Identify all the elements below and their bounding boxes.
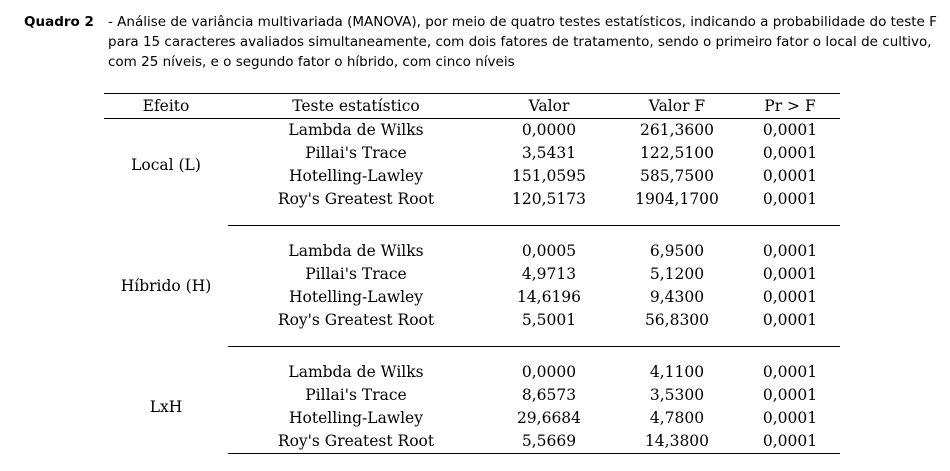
valor-f-cell: 6,9500 <box>649 242 705 260</box>
valor-f-cell: 4,7800 <box>649 409 705 427</box>
valor-cell: 120,5173 <box>512 190 586 208</box>
test-cell: Roy's Greatest Root <box>228 430 484 454</box>
valor-cell: 5,5001 <box>521 311 577 329</box>
test-cell: Hotelling-Lawley <box>289 288 423 306</box>
valor-f-cell: 9,4300 <box>649 288 705 306</box>
effect-cell: Local (L) <box>131 155 201 174</box>
valor-f-cell: 122,5100 <box>640 144 714 162</box>
valor-cell: 4,9713 <box>521 265 577 283</box>
test-cell: Lambda de Wilks <box>288 363 424 381</box>
effect-cell: Híbrido (H) <box>120 276 212 295</box>
pr-cell: 0,0001 <box>762 386 818 404</box>
valor-cell: 3,5431 <box>521 144 577 162</box>
test-cell: Hotelling-Lawley <box>289 409 423 427</box>
table-row <box>104 119 840 143</box>
manova-table <box>104 93 840 454</box>
header-teste: Teste estatístico <box>228 94 484 119</box>
header-efeito: Efeito <box>104 94 228 119</box>
valor-f-cell: 3,5300 <box>649 386 705 404</box>
effect-cell: LxH <box>149 397 183 416</box>
table-caption <box>24 12 942 72</box>
test-cell: Lambda de Wilks <box>288 121 424 139</box>
pr-cell: 0,0001 <box>762 409 818 427</box>
table-row <box>104 240 840 263</box>
test-cell: Hotelling-Lawley <box>289 167 423 185</box>
test-cell: Roy's Greatest Root <box>277 190 435 208</box>
caption-text: - Análise de variância multivariada (MANOVA), por meio de quatro testes estatísticos, indicando a probabilidade do teste F para 15 caracteres avaliados simultaneamente, com dois fatores de tratamento, sendo o primeiro fator o local de cultivo, com 25 níveis, e o segundo fator o híbrido, com cinco níveis <box>108 14 937 70</box>
group-divider <box>104 226 840 241</box>
valor-cell: 29,6684 <box>516 409 582 427</box>
valor-f-cell: 14,3800 <box>614 430 740 454</box>
pr-cell: 0,0001 <box>762 121 818 139</box>
valor-f-cell: 5,1200 <box>649 265 705 283</box>
valor-cell: 151,0595 <box>512 167 586 185</box>
header-valor-f: Valor F <box>614 94 740 119</box>
valor-f-cell: 1904,1700 <box>635 190 719 208</box>
header-pr-f: Pr > F <box>740 94 840 119</box>
valor-cell: 0,0005 <box>521 242 577 260</box>
pr-cell: 0,0001 <box>762 265 818 283</box>
header-valor: Valor <box>484 94 614 119</box>
valor-f-cell: 56,8300 <box>644 311 710 329</box>
pr-cell: 0,0001 <box>762 144 818 162</box>
test-cell: Pillai's Trace <box>305 386 407 404</box>
valor-cell: 0,0000 <box>521 121 577 139</box>
pr-cell: 0,0001 <box>762 190 818 208</box>
valor-f-cell: 4,1100 <box>649 363 705 381</box>
table-row <box>104 361 840 384</box>
pr-cell: 0,0001 <box>762 363 818 381</box>
pr-cell: 0,0001 <box>762 288 818 306</box>
pr-cell: 0,0001 <box>762 311 818 329</box>
test-cell: Roy's Greatest Root <box>277 311 435 329</box>
pr-cell: 0,0001 <box>762 167 818 185</box>
valor-f-cell: 585,7500 <box>640 167 714 185</box>
pr-cell: 0,0001 <box>762 242 818 260</box>
valor-cell: 5,5669 <box>484 430 614 454</box>
group-divider <box>104 347 840 362</box>
test-cell: Pillai's Trace <box>305 144 407 162</box>
table-header-row <box>104 94 840 119</box>
group-spacer <box>104 211 840 226</box>
valor-f-cell: 261,3600 <box>640 121 714 139</box>
valor-cell: 8,6573 <box>521 386 577 404</box>
pr-cell: 0,0001 <box>740 430 840 454</box>
valor-cell: 14,6196 <box>516 288 582 306</box>
group-spacer <box>104 332 840 347</box>
valor-cell: 0,0000 <box>521 363 577 381</box>
caption-label: Quadro 2 <box>24 14 94 30</box>
test-cell: Pillai's Trace <box>305 265 407 283</box>
test-cell: Lambda de Wilks <box>288 242 424 260</box>
